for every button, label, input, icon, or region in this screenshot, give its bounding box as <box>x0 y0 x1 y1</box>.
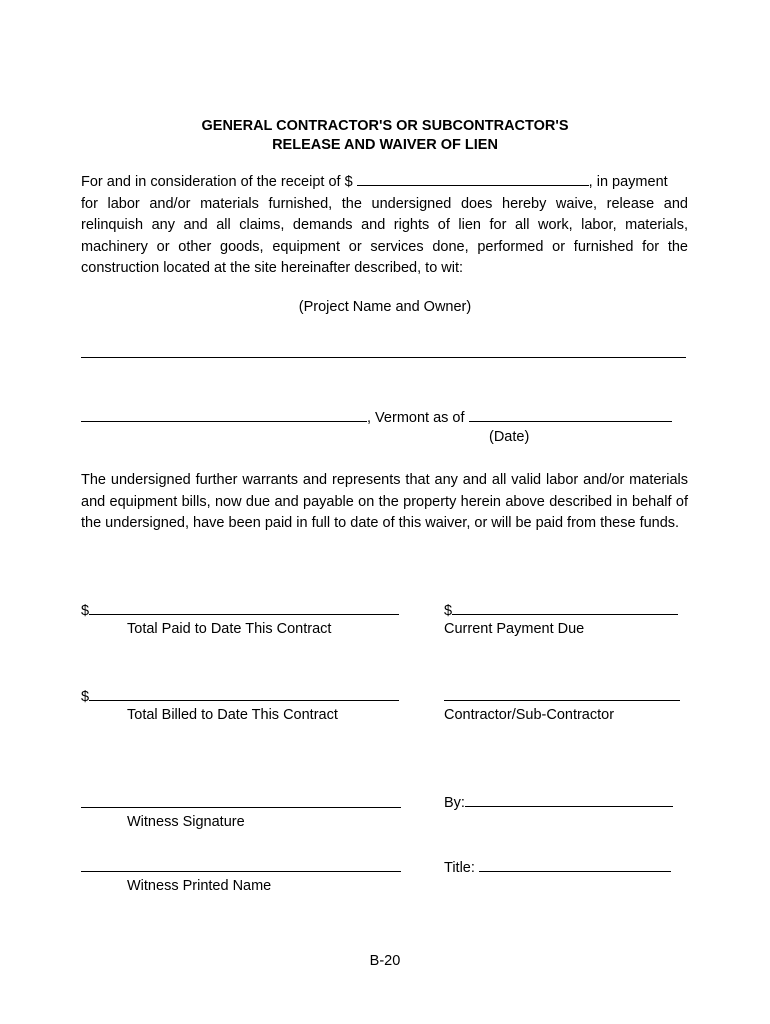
total-paid-line <box>81 599 399 619</box>
total-paid-dollar: $ <box>81 603 90 619</box>
intro-body: for labor and/or materials furnished, the undersigned does hereby waive, release and relinquish any and all claims, demands and rights of lien for all work, labor, materials, machinery or other goods, equipment or services done, performed or furnished for the construction located at the site hereinafter described, to wit: <box>81 195 688 277</box>
by-field[interactable] <box>465 791 673 807</box>
title-line <box>444 856 671 876</box>
witness-printed-name-field[interactable] <box>81 871 401 872</box>
current-payment-dollar: $ <box>444 603 453 619</box>
by-line <box>444 791 673 811</box>
project-name-field[interactable] <box>81 357 686 358</box>
total-billed-line <box>81 685 399 705</box>
current-payment-field[interactable] <box>452 599 678 615</box>
total-billed-label: Total Billed to Date This Contract <box>127 707 338 723</box>
witness-signature-field[interactable] <box>81 807 401 808</box>
document-title-line-2: RELEASE AND WAIVER OF LIEN <box>272 137 498 153</box>
intro-paragraph <box>81 170 688 280</box>
title-label: Title: <box>444 860 475 876</box>
total-paid-field[interactable] <box>89 599 399 615</box>
project-name-label: (Project Name and Owner) <box>298 299 472 315</box>
date-field[interactable] <box>469 406 672 422</box>
page-number: B-20 <box>369 953 401 969</box>
location-field[interactable] <box>81 406 367 422</box>
intro-prefix: For and in consideration of the receipt of $ <box>81 174 353 190</box>
current-payment-line <box>444 599 678 619</box>
witness-printed-name-label: Witness Printed Name <box>127 878 272 894</box>
total-billed-dollar: $ <box>81 689 90 705</box>
document-title-line-1: GENERAL CONTRACTOR'S OR SUBCONTRACTOR'S <box>201 118 569 134</box>
receipt-amount-field[interactable] <box>357 170 589 186</box>
warranty-paragraph: The undersigned further warrants and represents that any and all valid labor and/or materials and equipment bills, now due and payable on the property herein above described in behalf of the undersigned, have been paid in full to date of this waiver, or will be paid from these funds. <box>81 472 688 532</box>
contractor-label: Contractor/Sub-Contractor <box>444 707 615 723</box>
date-label: (Date) <box>489 429 530 445</box>
title-field[interactable] <box>479 856 671 872</box>
witness-signature-label: Witness Signature <box>127 814 245 830</box>
current-payment-label: Current Payment Due <box>444 621 585 637</box>
total-paid-label: Total Paid to Date This Contract <box>127 621 332 637</box>
location-date-line <box>81 406 672 426</box>
intro-first-line <box>81 170 688 194</box>
by-label: By: <box>444 795 465 811</box>
vermont-text: , Vermont as of <box>367 410 465 426</box>
total-billed-field[interactable] <box>89 685 399 701</box>
contractor-field[interactable] <box>444 700 680 701</box>
intro-suffix: , in payment <box>588 174 668 190</box>
